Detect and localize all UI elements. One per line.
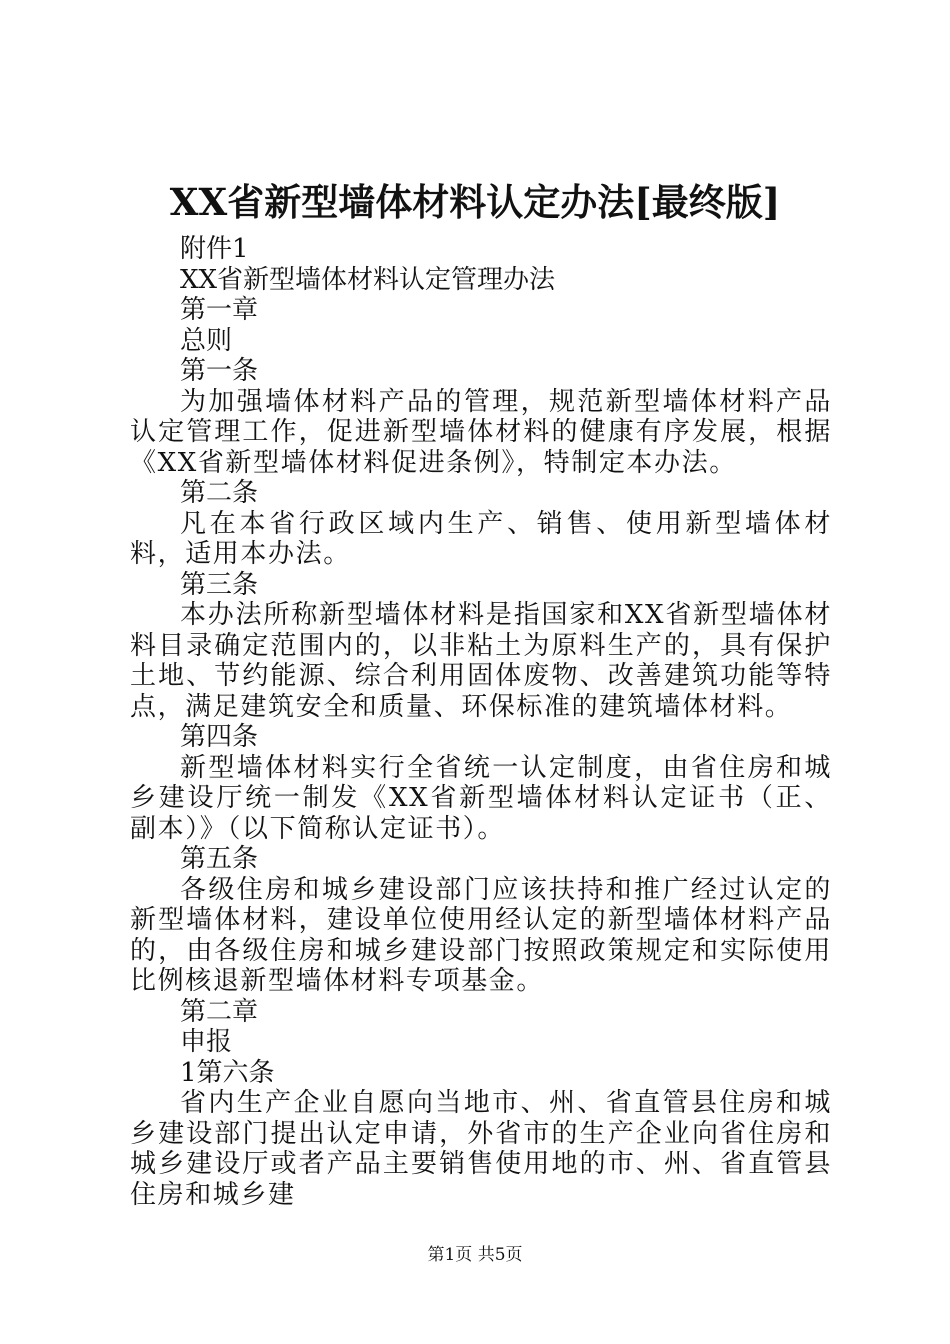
article-5-text: 各级住房和城乡建设部门应该扶持和推广经过认定的新型墙体材料，建设单位使用经认定的新型墙体材料产品的，由各级住房和城乡建设部门按照政策规定和实际使用比例核退新型墙体材料专项基金。 <box>130 874 832 996</box>
article-6-label: 1第六条 <box>180 1057 275 1088</box>
document-title: XX省新型墙体材料认定办法[最终版] <box>169 180 781 224</box>
document-body <box>130 234 832 1210</box>
chapter-1-heading: 第一章 <box>180 295 259 325</box>
article-6-text: 省内生产企业自愿向当地市、州、省直管县住房和城乡建设部门提出认定申请，外省市的生产企业向省住房和城乡建设厅或者产品主要销售使用地的市、州、省直管县住房和城乡建 <box>130 1088 832 1210</box>
attachment-label: 附件1 <box>180 234 249 264</box>
chapter-1-title: 总则 <box>180 325 233 356</box>
article-5-label: 第五条 <box>180 844 259 874</box>
chapter-2-title: 申报 <box>180 1027 233 1057</box>
article-1-text: 为加强墙体材料产品的管理，规范新型墙体材料产品认定管理工作，促进新型墙体材料的健康有序发展，根据《XX省新型墙体材料促进条例》，特制定本办法。 <box>130 386 832 478</box>
chapter-2-heading: 第二章 <box>180 996 259 1027</box>
article-1-label: 第一条 <box>180 356 259 386</box>
article-3-label: 第三条 <box>180 569 259 600</box>
article-3-text: 本办法所称新型墙体材料是指国家和XX省新型墙体材料目录确定范围内的，以非粘土为原料生产的，具有保护土地、节约能源、综合利用固体废物、改善建筑功能等特点，满足建筑安全和质量、环保标准的建筑墙体材料。 <box>130 600 832 722</box>
article-2-text: 凡在本省行政区域内生产、销售、使用新型墙体材料，适用本办法。 <box>130 508 832 569</box>
page-footer: 第1页 共5页 <box>427 1245 523 1265</box>
document-subtitle: XX省新型墙体材料认定管理办法 <box>180 264 556 295</box>
article-2-label: 第二条 <box>180 478 259 508</box>
article-4-text: 新型墙体材料实行全省统一认定制度，由省住房和城乡建设厅统一制发《XX省新型墙体材料认定证书（正、副本）》（以下简称认定证书）。 <box>130 752 832 844</box>
article-4-label: 第四条 <box>180 722 259 752</box>
